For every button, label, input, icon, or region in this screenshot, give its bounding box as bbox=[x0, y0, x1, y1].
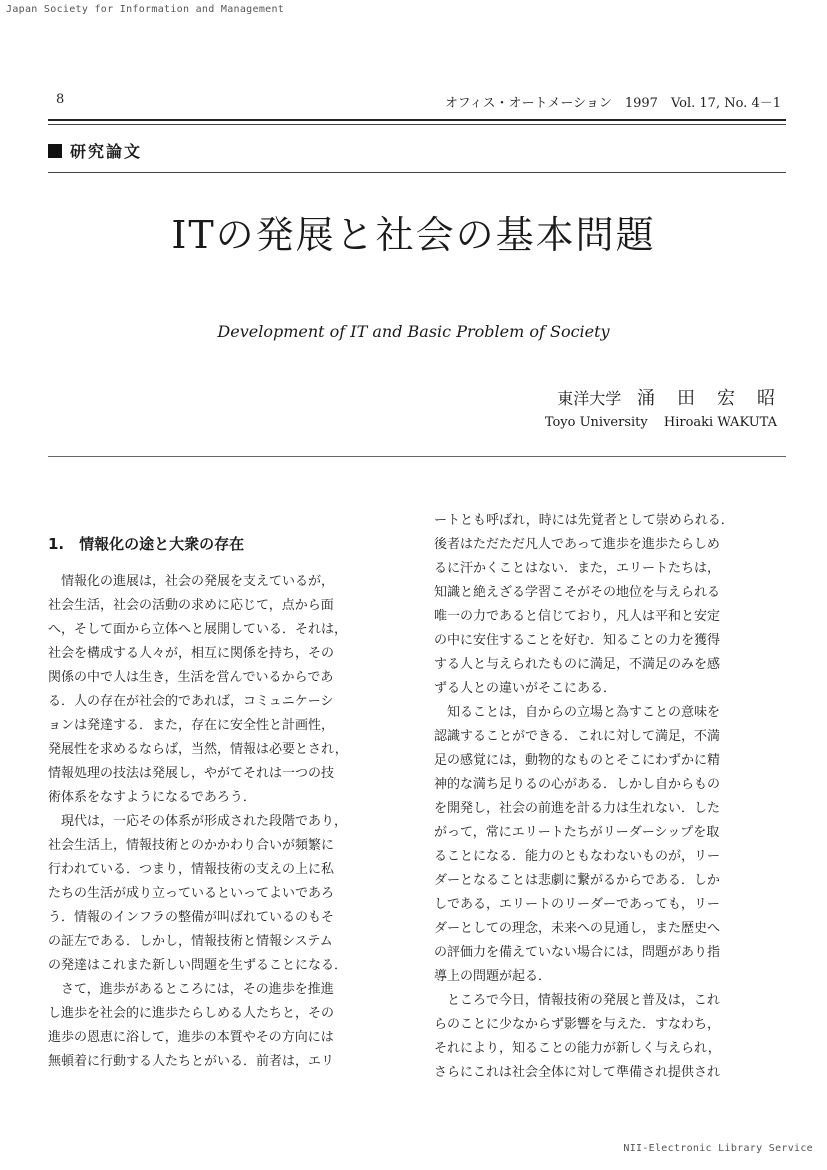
affiliation-jp: 東洋大学 bbox=[557, 389, 622, 408]
text-line: 発展性を求めるならば，当然，情報は必要とされ， bbox=[48, 742, 348, 757]
text-line: る．人の存在が社会的であれば，コミュニケーシ bbox=[48, 694, 334, 709]
text-line: の発達はこれまた新しい問題を生ずることになる． bbox=[48, 958, 348, 973]
footer-stamp: NII-Electronic Library Service bbox=[623, 1143, 813, 1154]
text-line: の評価力を備えていない場合には，問題があり指 bbox=[434, 945, 721, 960]
text-line: 行われている．つまり，情報技術の支えの上に私 bbox=[48, 862, 335, 877]
text-line: へ，そして面から立体へと展開している．それは， bbox=[48, 622, 348, 637]
source-stamp: Japan Society for Information and Management bbox=[6, 4, 285, 15]
text-line: 情報処理の技法は発展し，やがてそれは一つの技 bbox=[48, 766, 335, 781]
text-line: がって，常にエリートたちがリーダーシップを取 bbox=[434, 825, 720, 840]
text-line: 唯一の力であると信じており，凡人は平和と安定 bbox=[434, 609, 721, 624]
text-line: 足の感覚には，動物的なものとそこにわずかに精 bbox=[434, 753, 721, 768]
title-rule bbox=[48, 456, 786, 457]
text-line: ところで今日，情報技術の発展と普及は，これ bbox=[434, 993, 720, 1008]
text-line: 社会生活，社会の活動の求めに応じて，点から面 bbox=[48, 598, 334, 613]
text-line: し進歩を社会的に進歩たらしめる人たちと，その bbox=[48, 1006, 335, 1021]
text-line: 現代は，一応その体系が形成された段階であり， bbox=[48, 814, 348, 829]
section-heading: 1. 情報化の途と大衆の存在 bbox=[48, 535, 245, 553]
text-line: 情報化の進展は，社会の発展を支えているが， bbox=[48, 574, 335, 589]
header-rule bbox=[48, 119, 786, 121]
text-line: 無頓着に行動する人たちとがいる．前者は，エリ bbox=[48, 1054, 335, 1069]
text-line: 神的な満ち足りるの心がある．しかし自からもの bbox=[434, 777, 721, 792]
section-rule bbox=[48, 172, 786, 173]
affiliation-en: Toyo University bbox=[544, 415, 648, 430]
square-bullet-icon bbox=[48, 144, 62, 158]
text-line: する人と与えられたものに満足，不満足のみを感 bbox=[434, 657, 721, 672]
text-line: を開発し，社会の前進を計る力は生れない．した bbox=[434, 801, 721, 816]
text-line: う．情報のインフラの整備が叫ばれているのもそ bbox=[48, 910, 335, 925]
text-line: 進歩の恩恵に浴して，進歩の本質やその方向には bbox=[48, 1030, 334, 1045]
text-line: の中に安住することを好む．知ることの力を獲得 bbox=[434, 633, 721, 648]
text-line: 認識することができる．これに対して満足，不満 bbox=[434, 729, 721, 744]
left-column bbox=[48, 570, 402, 1074]
journal-info: オフィス・オートメーション 1997 Vol. 17, No. 4－1 bbox=[444, 96, 781, 111]
text-line: 知識と絶えざる学習こそがその地位を与えられる bbox=[434, 585, 721, 600]
paper-title: ITの発展と社会の基本問題 bbox=[171, 213, 656, 257]
header-rule-thin bbox=[48, 124, 786, 125]
text-line: ることになる．能力のともなわないものが，リー bbox=[434, 849, 721, 864]
text-line: らのことに少なからず影響を与えた．すなわち， bbox=[434, 1017, 721, 1032]
text-line: 社会を構成する人々が，相互に関係を持ち，その bbox=[48, 646, 335, 661]
text-line: しである，エリートのリーダーであっても，リー bbox=[434, 897, 720, 912]
text-line: ートとも呼ばれ，時には先覚者として崇められる． bbox=[434, 513, 734, 528]
author-jp bbox=[557, 384, 777, 410]
text-line: ずる人との違いがそこにある． bbox=[434, 681, 617, 696]
text-line: 知ることは，自からの立場と為すことの意味を bbox=[434, 705, 721, 720]
text-line: るに汗かくことはない．また，エリートたちは， bbox=[434, 561, 721, 576]
text-line: さらにこれは社会全体に対して準備され提供され bbox=[434, 1065, 721, 1080]
text-line: それにより，知ることの能力が新しく与えられ， bbox=[434, 1041, 721, 1056]
text-line: さて，進歩があるところには，その進歩を推進 bbox=[48, 982, 334, 997]
text-line: ョンは発達する．また，存在に安全性と計画性， bbox=[48, 718, 335, 733]
section-label bbox=[48, 139, 142, 162]
author-name-en: Hiroaki WAKUTA bbox=[663, 415, 777, 430]
text-line: ダーとしての理念，未来への見通し，また歴史へ bbox=[434, 921, 721, 936]
text-line: 後者はただただ凡人であって進歩を進歩たらしめ bbox=[434, 537, 720, 552]
section-label-text: 研究論文 bbox=[70, 142, 143, 161]
text-line: たちの生活が成り立っているといってよいであろ bbox=[48, 886, 335, 901]
text-line: の証左である．しかし，情報技術と情報システム bbox=[48, 934, 333, 949]
author-name-jp: 涌 田 宏 昭 bbox=[637, 388, 777, 409]
text-line: 関係の中で人は生き，生活を営んでいるからであ bbox=[48, 670, 334, 685]
text-line: 社会生活上，情報技術とのかかわり合いが頻繁に bbox=[48, 838, 335, 853]
text-line: ダーとなることは悲劇に繋がるからである．しか bbox=[434, 873, 720, 888]
text-line: 術体系をなすようになるであろう． bbox=[48, 790, 256, 805]
right-column bbox=[434, 509, 788, 1085]
text-line: 導上の問題が起る． bbox=[434, 969, 552, 984]
author-en bbox=[545, 415, 777, 430]
paper-subtitle: Development of IT and Basic Problem of Society bbox=[217, 322, 610, 341]
page-number: 8 bbox=[56, 92, 65, 107]
